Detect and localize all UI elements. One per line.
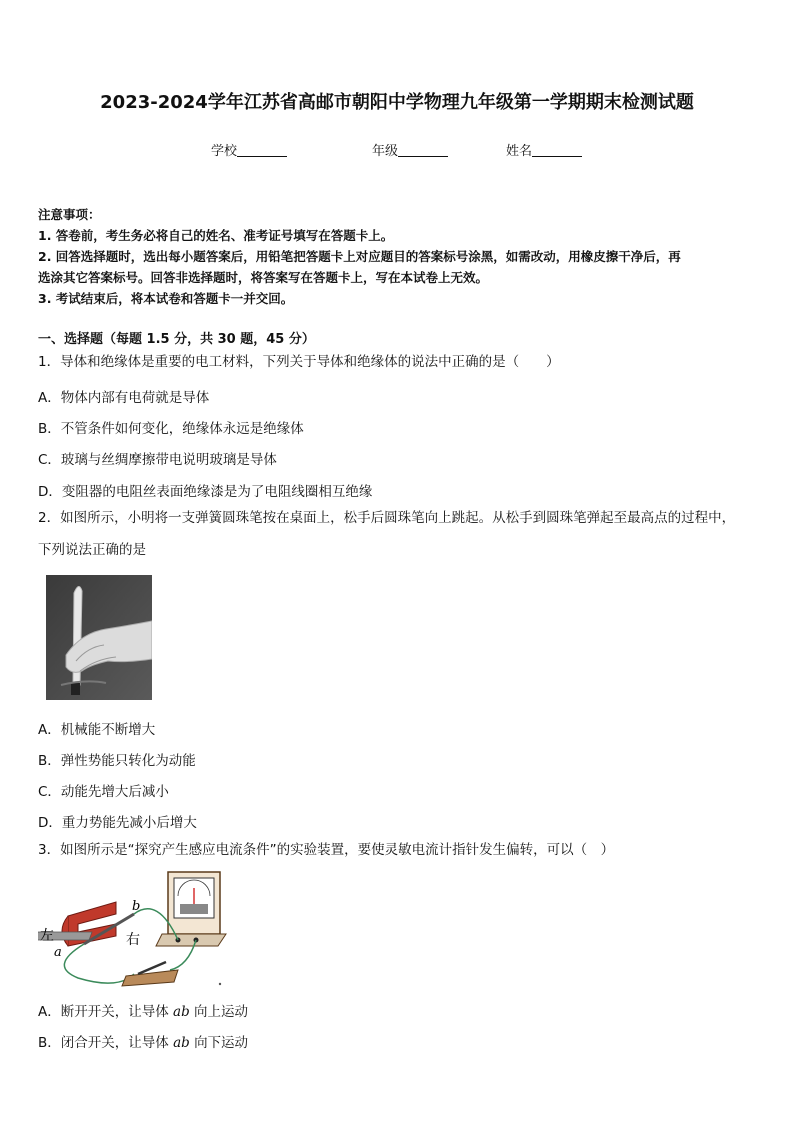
question-1-option-a[interactable]: A．物体内部有电荷就是导体 xyxy=(38,390,210,406)
name-label: 姓名 xyxy=(506,144,533,159)
note-item: 选涂其它答案标号。回答非选择题时，将答案写在答题卡上，写在本试卷上无效。 xyxy=(38,270,489,285)
grade-blank[interactable] xyxy=(398,143,448,157)
figure-label-left: 左 xyxy=(40,928,54,944)
option-text: 向下运动 xyxy=(194,1035,249,1051)
question-3-stem: 3．如图所示是“探究产生感应电流条件”的实验装置，要使灵敏电流计指针发生偏转，可以（ ） xyxy=(38,842,615,858)
question-2-option-a[interactable]: A．机械能不断增大 xyxy=(38,722,156,738)
school-label: 学校 xyxy=(211,144,238,159)
question-3-option-a[interactable] xyxy=(38,1000,248,1020)
note-item: 2. 回答选择题时，选出每小题答案后，用铅笔把答题卡上对应题目的答案标号涂黑，如需改动，用橡皮擦干净后，再 xyxy=(38,249,681,264)
notes-heading: 注意事项： xyxy=(38,207,101,222)
school-field xyxy=(211,140,287,159)
induction-apparatus-figure xyxy=(38,866,228,992)
pen-photo-figure xyxy=(46,575,152,700)
question-1-option-b[interactable]: B．不管条件如何变化，绝缘体永远是绝缘体 xyxy=(38,421,304,437)
figure-label-b: b xyxy=(132,899,141,914)
name-blank[interactable] xyxy=(532,143,582,157)
school-blank[interactable] xyxy=(237,143,287,157)
grade-field xyxy=(372,140,448,159)
figure-label-a: a xyxy=(54,945,62,960)
question-2-stem-line1: 2．如图所示，小明将一支弹簧圆珠笔按在桌面上，松手后圆珠笔向上跳起。从松手到圆珠笔弹起至最高点的过程中， xyxy=(38,510,736,526)
option-text: 向上运动 xyxy=(194,1004,249,1020)
name-field xyxy=(506,140,582,159)
option-text: A．断开开关，让导体 xyxy=(38,1004,169,1020)
question-2-option-d[interactable]: D．重力势能先减小后增大 xyxy=(38,815,197,831)
question-2-option-b[interactable]: B．弹性势能只转化为动能 xyxy=(38,753,196,769)
page-title: 2023-2024学年江苏省高邮市朝阳中学物理九年级第一学期期末检测试题 xyxy=(100,92,694,113)
question-1-stem: 1．导体和绝缘体是重要的电工材料，下列关于导体和绝缘体的说法中正确的是（ ） xyxy=(38,354,560,370)
question-1-option-c[interactable]: C．玻璃与丝绸摩擦带电说明玻璃是导体 xyxy=(38,452,277,468)
grade-label: 年级 xyxy=(372,144,399,159)
question-3-option-b[interactable] xyxy=(38,1031,248,1051)
question-2-option-c[interactable]: C．动能先增大后减小 xyxy=(38,784,169,800)
option-variable: ab xyxy=(173,1035,190,1051)
note-item: 3. 考试结束后，将本试卷和答题卡一并交回。 xyxy=(38,291,294,306)
section-heading: 一、选择题（每题 1.5 分，共 30 题，45 分） xyxy=(38,332,315,347)
option-text: B．闭合开关，让导体 xyxy=(38,1035,169,1051)
note-item: 1. 答卷前，考生务必将自己的姓名、准考证号填写在答题卡上。 xyxy=(38,228,394,243)
question-2-stem-line2: 下列说法正确的是 xyxy=(38,542,146,558)
notes-block xyxy=(38,204,760,309)
figure-label-right: 右 xyxy=(126,932,140,948)
question-1-option-d[interactable]: D．变阻器的电阻丝表面绝缘漆是为了电阻线圈相互绝缘 xyxy=(38,484,373,500)
option-variable: ab xyxy=(173,1004,190,1020)
